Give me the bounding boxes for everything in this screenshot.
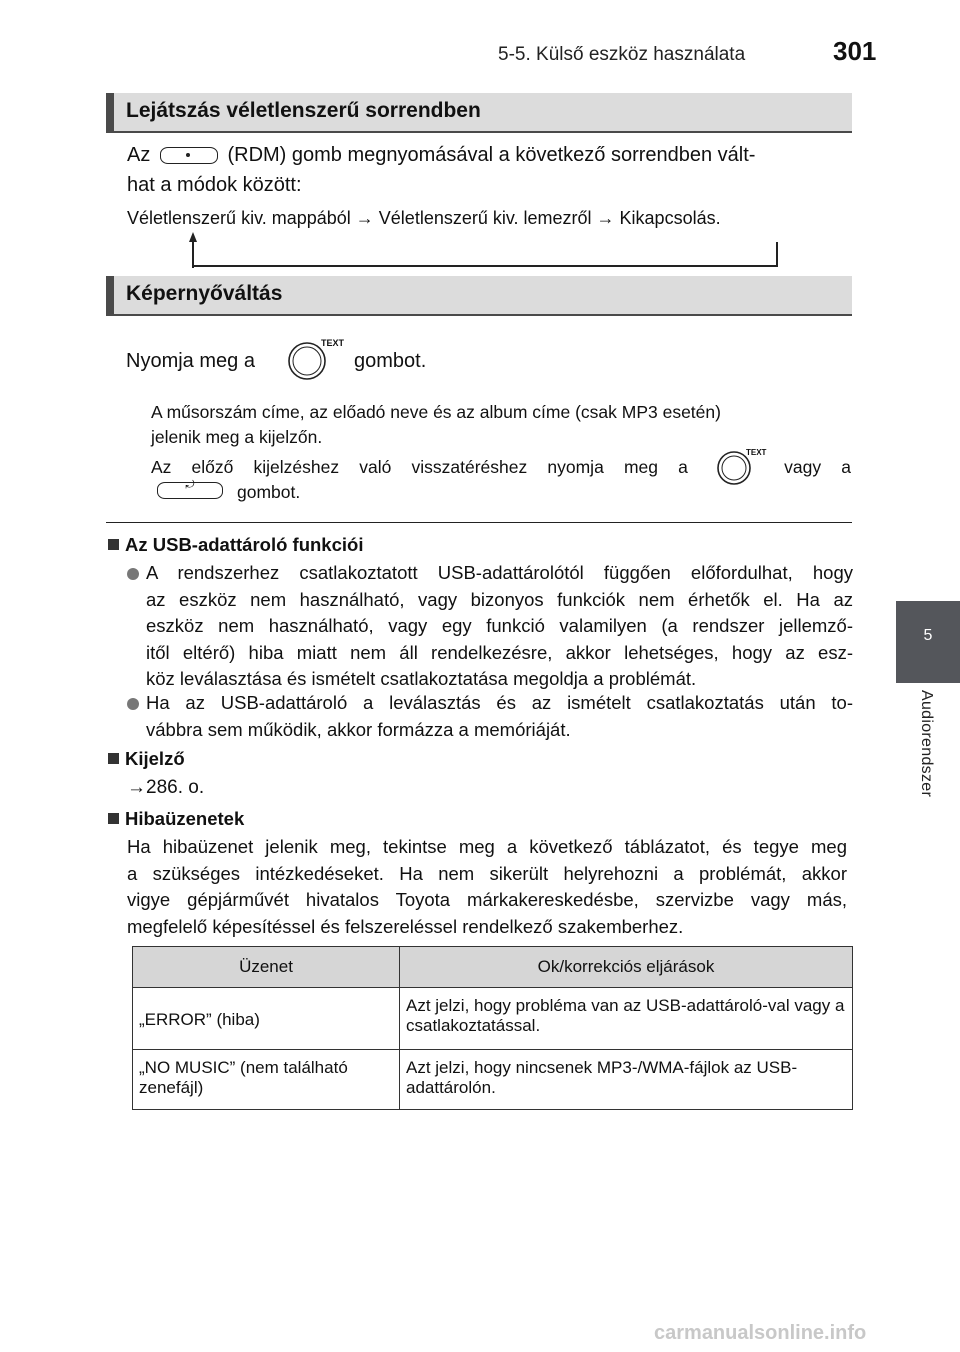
text: Az: [127, 144, 151, 166]
text-button-instruction-end: [354, 346, 426, 376]
section-header-random: [106, 93, 852, 133]
chapter-number: 5: [923, 627, 933, 644]
back-button-icon: [157, 479, 223, 500]
table-cell: Azt jelzi, hogy probléma van az USB-adattároló-val vagy a csatlakoztatással.: [400, 988, 853, 1050]
usb-functions-title: Az USB-adattároló funkciói: [108, 534, 363, 556]
running-head: 5-5. Külső eszköz használata: [498, 44, 746, 65]
text: gombot.: [237, 482, 301, 502]
table-header-row: [133, 947, 853, 988]
svg-text:TEXT: TEXT: [321, 338, 345, 348]
chapter-label: Audiorendszer: [918, 690, 935, 798]
square-bullet-icon: [108, 539, 119, 550]
table-header: Ok/korrekciós eljárások: [400, 947, 853, 988]
chapter-tab: [896, 601, 960, 683]
text: (RDM) gomb megnyomásával a következő sorrendben vált-: [227, 144, 756, 166]
error-messages-title: Hibaüzenetek: [108, 808, 244, 830]
back-glyph: ⤾: [185, 479, 195, 492]
table-header: Üzenet: [133, 947, 400, 988]
mode-sequence: Véletlenszerű kiv. mappából → Véletlenszerű kiv. lemezről → Kikapcsolás.: [127, 208, 721, 228]
square-bullet-icon: [108, 753, 119, 764]
display-title: Kijelző: [108, 748, 185, 770]
square-bullet-icon: [108, 813, 119, 824]
table-cell: „ERROR” (hiba): [133, 988, 400, 1050]
error-messages-text: Ha hibaüzenet jelenik meg, tekintse meg a következő táblázatot, és tegye meg a szükséges intézkedéseket. Ha nem sikerült helyrehozni a problémát, akkor vigye gépjárművét hivatalos Toyota márkakereskedésbe, szervizbe vagy más, megfelelő képesítéssel és felszereléssel rendelkező szakemberhez.: [127, 836, 847, 937]
table-row: [133, 988, 853, 1050]
rdm-intro: [127, 140, 852, 200]
text-knob-icon: [285, 335, 347, 383]
cycle-arrow-icon: [185, 232, 785, 270]
table-row: [133, 1050, 853, 1110]
section-divider: [106, 522, 852, 523]
watermark: carmanualsonline.info: [654, 1322, 867, 1344]
display-ref: →286. o.: [127, 777, 205, 798]
table-cell: Azt jelzi, hogy nincsenek MP3-/WMA-fájlok az USB-adattárolón.: [400, 1050, 853, 1110]
text: vagy a: [784, 457, 851, 477]
text: A műsorszám címe, az előadó neve és az album címe (csak MP3 esetén): [151, 402, 721, 422]
error-table: [132, 946, 853, 1110]
page-number: 301: [833, 36, 877, 66]
circle-bullet-icon: [127, 568, 139, 580]
rdm-button-icon: [160, 147, 218, 164]
usb-bullet-2: Ha az USB-adattároló a leválasztás és az ismételt csatlakoztatás után to- vábbra sem működik, akkor formázza a memóriáját.: [146, 692, 853, 740]
display-note-2-end: [237, 480, 300, 505]
section-header-display-switch: [106, 276, 852, 316]
text: Nyomja meg a: [126, 350, 255, 372]
text: Az előző kijelzéshez való visszatéréshez nyomja meg a: [151, 457, 688, 477]
usb-bullet-1: A rendszerhez csatlakoztatott USB-adattárolótól függően előfordulhat, hogy az eszköz nem használható, vagy bizonyos funkciók nem érhetők el. Ha az eszköz nem használható, vagy egy funkció valamilyen (a rendszer jellemző- itől eltérő) hiba miatt nem áll rendelkezésre, akkor lehetséges, hogy az esz- köz leválasztása és ismételt csatlakoztatása megoldja a problémát.: [146, 562, 853, 689]
text: jelenik meg a kijelzőn.: [151, 427, 323, 447]
text-button-instruction: [126, 346, 255, 376]
section-title: Lejátszás véletlenszerű sorrendben: [126, 99, 481, 122]
table-cell: „NO MUSIC” (nem található zenefájl): [133, 1050, 400, 1110]
svg-text:TEXT: TEXT: [746, 448, 767, 457]
text: hat a módok között:: [127, 174, 302, 196]
section-title: Képernyőváltás: [126, 282, 283, 305]
text: gombot.: [354, 350, 427, 372]
circle-bullet-icon: [127, 698, 139, 710]
display-note-1: [151, 400, 851, 450]
text-knob-icon: [716, 446, 778, 488]
